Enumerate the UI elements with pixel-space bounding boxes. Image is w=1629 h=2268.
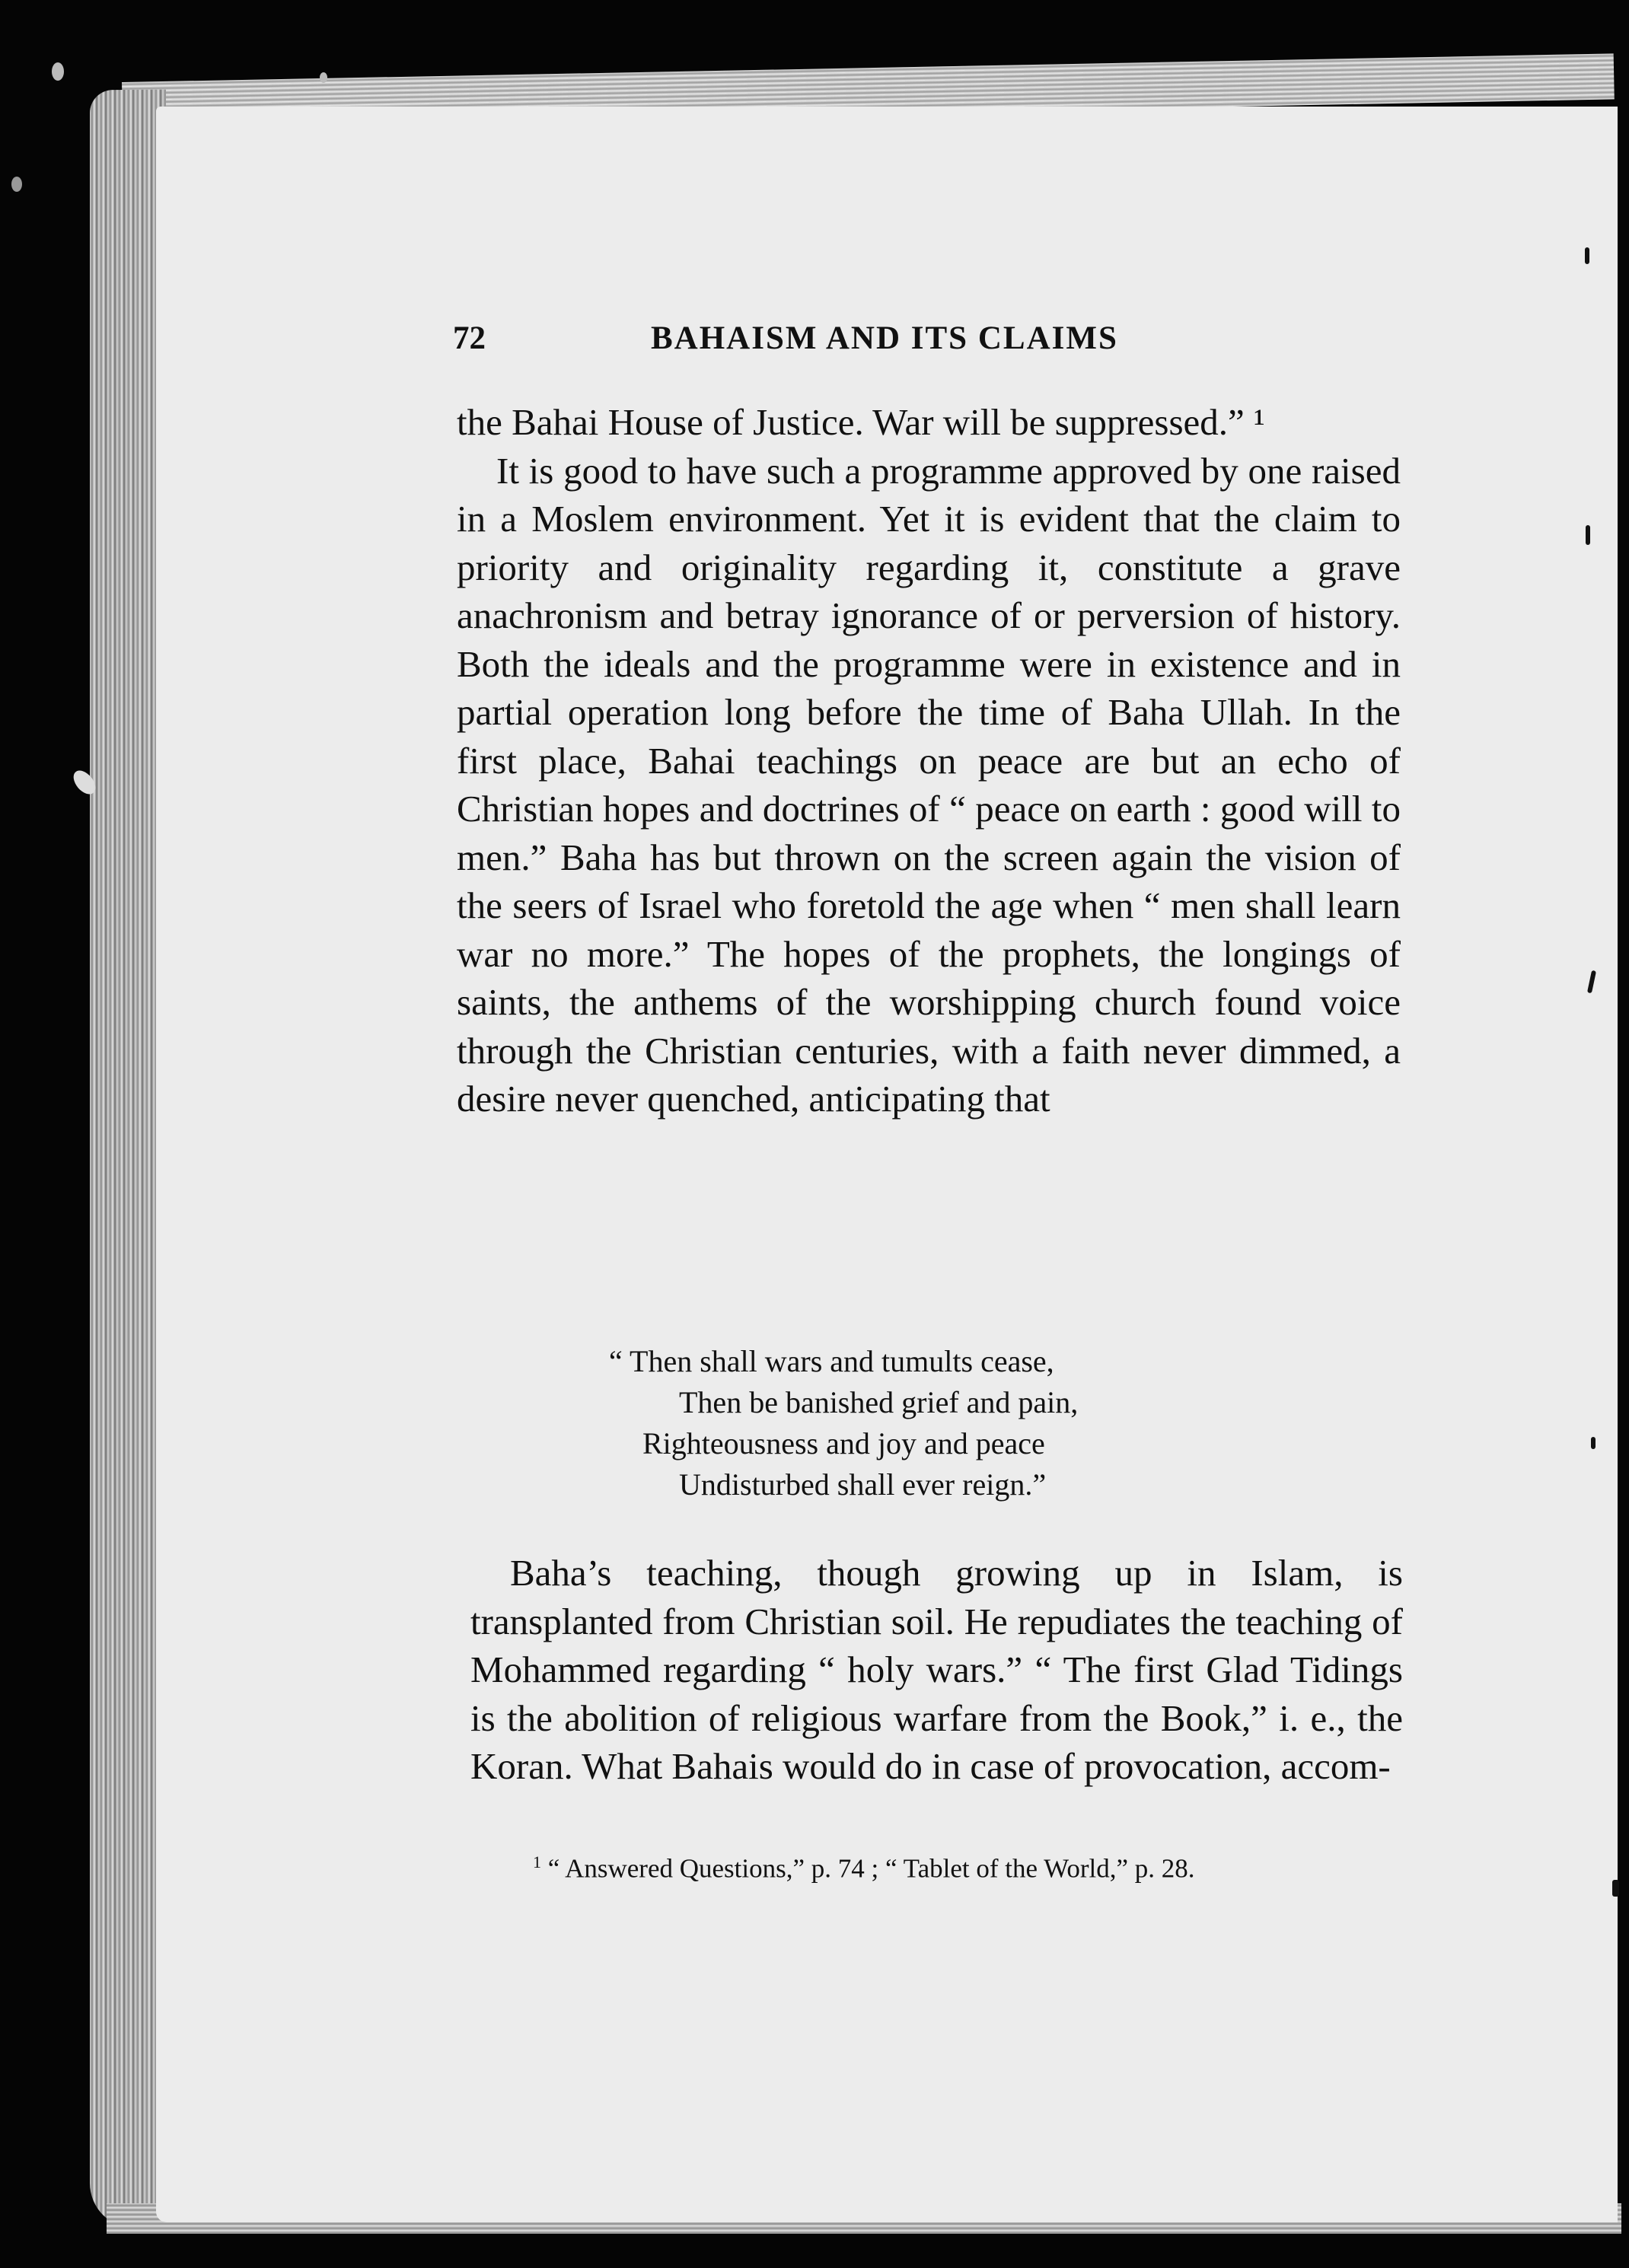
scan-speck <box>11 177 22 192</box>
scan-speck <box>52 62 64 81</box>
footnote-text: “ Answered Questions,” p. 74 ; “ Tablet of the World,” p. 28. <box>547 1853 1195 1884</box>
verse-line: Then be banished grief and pain, <box>679 1385 1079 1419</box>
verse-line: Undisturbed shall ever reign.” <box>679 1467 1047 1502</box>
margin-mark <box>1612 1880 1619 1897</box>
page-number: 72 <box>453 320 486 356</box>
paragraph: Baha’s teaching, though growing up in Islam, is transplanted from Christian soil. He repudiates the teaching of Mohammed regarding “ holy wars.” “ The first Glad Tidings is the abolition of religious warfare from the Book,” i. e., the Koran. What Bahais would do in case of provocation, accom- <box>470 1552 1403 1787</box>
margin-mark <box>1585 247 1589 264</box>
verse-line: “ Then shall wars and tumults cease, <box>609 1344 1054 1378</box>
main-text <box>457 398 1401 1123</box>
verse-quotation <box>609 1341 1078 1505</box>
margin-mark <box>1586 525 1590 545</box>
running-title: BAHAISM AND ITS CLAIMS <box>651 320 1118 356</box>
verse-line: Righteousness and joy and peace <box>642 1426 1045 1461</box>
footnote <box>533 1852 1195 1884</box>
paragraph: It is good to have such a programme approved by one raised in a Moslem environment. Yet it is evident that the claim to priority and originality regarding it, constitute a grave anachronism and betray ignorance of or perversion of history. Both the ideals and the programme were in existence and in partial operation long before the time of Baha Ullah. In the first place, Bahai teachings on peace are but an echo of Christian hopes and doctrines of “ peace on earth : good will to men.” Baha has but thrown on the screen again the vision of the seers of Israel who foretold the age when “ men shall learn war no more.” The hopes of the prophets, the longings of saints, the anthems of the worshipping church found voice through the Christian centuries, with a faith never dimmed, a desire never quenched, anticipating that <box>457 449 1401 1120</box>
footnote-marker: 1 <box>533 1852 541 1871</box>
scan-speck <box>320 72 327 83</box>
margin-mark <box>1591 1437 1596 1449</box>
paragraph: the Bahai House of Justice. War will be suppressed.” ¹ <box>457 401 1265 443</box>
main-text-continued <box>470 1549 1403 1791</box>
page-edge-left <box>90 90 166 2229</box>
page-header <box>453 320 1477 373</box>
